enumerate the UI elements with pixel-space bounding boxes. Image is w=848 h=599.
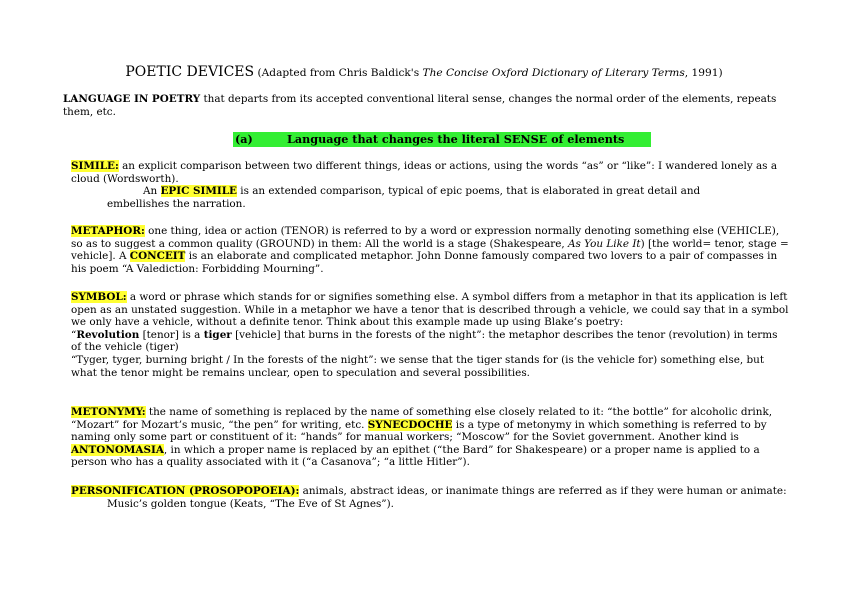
title-main: POETIC DEVICES <box>125 64 255 80</box>
metaphor-entry <box>71 225 789 275</box>
metonymy-term: METONYMY: <box>71 406 146 418</box>
symbol-entry <box>71 291 789 379</box>
epic-simile-line <box>71 185 789 198</box>
conceit-term: CONCEIT <box>129 250 186 263</box>
antonomasia-term: ANTONOMASIA <box>71 443 164 456</box>
symbol-text: a word or phrase which stands for or signifies something else. A symbol differs from a metaphor in that its application is left open as an unstated suggestion. While in a metaphor we have a tenor that is described through a vehicle, we could say that in a symbol we only have a vehicle, without a definite tenor. Think about this example made up using Blake’s poetry: <box>71 291 789 329</box>
metaphor-term: METAPHOR: <box>71 225 145 237</box>
epic-simile-line2: embellishes the narration. <box>107 197 246 210</box>
epic-simile-pre: An <box>143 185 161 198</box>
metaphor-text-2: ) [the world= tenor, stage = vehicle]. A <box>71 237 789 263</box>
simile-entry <box>71 160 789 210</box>
page-title <box>0 65 848 80</box>
symbol-ex1-word2: tiger <box>203 328 232 341</box>
simile-text: an explicit comparison between two different things, ideas or actions, using the words “as” or “like”: I wandered lonely as a cloud (Wordsworth). <box>71 160 778 185</box>
metonymy-text: the name of something is replaced by the name of something else closely related to it: “the bottle” for alcoholic drink, “Mozart” for Mozart’s music, “the pen” for writing, etc. <box>71 406 773 431</box>
personification-entry <box>71 485 789 510</box>
synecdoche-term: SYNECDOCHE <box>367 418 453 431</box>
epic-simile-post: is an extended comparison, typical of epic poems, that is elaborated in great detail and <box>236 185 701 198</box>
title-sub-pre: (Adapted from Chris Baldick's <box>257 67 423 79</box>
title-sub-post: , 1991) <box>684 67 723 79</box>
metaphor-text: one thing, idea or action (TENOR) is referred to by a word or expression normally denoting something else (VEHICLE), so as to suggest a common quality (GROUND) in them: All the world is a stage (Shakespeare, <box>71 225 780 250</box>
symbol-ex1-word1: Revolution <box>76 328 140 341</box>
epic-simile-term: EPIC SIMILE <box>160 185 237 198</box>
personification-term: PERSONIFICATION (PROSOPOPOEIA): <box>71 485 300 497</box>
intro-term: LANGUAGE IN POETRY <box>63 93 201 105</box>
title-book: The Concise Oxford Dictionary of Literary Terms <box>422 67 685 79</box>
intro-paragraph <box>63 93 793 118</box>
symbol-term: SYMBOL: <box>71 291 127 303</box>
simile-definition <box>71 160 789 185</box>
section-heading <box>233 132 651 147</box>
section-number: (a) <box>235 132 253 146</box>
personification-example: Music’s golden tongue (Keats, “The Eve of St Agnes”). <box>107 497 394 510</box>
personification-text: animals, abstract ideas, or inanimate things are referred as if they were human or animate: <box>299 485 787 497</box>
metonymy-entry <box>71 406 789 469</box>
metonymy-text-2: is a type of metonymy in which something is referred to by naming only some part or constituent of it: “hands” for manual workers; “Moscow” for the Soviet government. Another kind is <box>71 418 767 444</box>
intro-text: that departs from its accepted conventional literal sense, changes the normal order of the elements, repeats them, etc. <box>63 93 777 118</box>
symbol-example-2: “Tyger, tyger, burning bright / In the forests of the night”: we sense that the tiger stands for (is the vehicle for) something else, but what the tenor might be remains unclear, open to speculation and several possibilities. <box>71 353 764 379</box>
symbol-definition <box>71 291 789 329</box>
simile-term: SIMILE: <box>71 160 119 172</box>
personification-definition <box>71 485 789 498</box>
symbol-ex1-text1: [tenor] is a <box>139 328 204 341</box>
metonymy-text-3: , in which a proper name is replaced by an epithet (“the Bard” for Shakespeare) or a proper name is applied to a person who has a quality associated with it (“a Casanova”; “a little Hitler”). <box>71 443 760 469</box>
symbol-example-1 <box>71 329 789 354</box>
symbol-ex1-text2: [vehicle] that burns in the forests of the night”: the metaphor describes the tenor (revolution) in terms of the vehicle (tiger) <box>71 328 778 354</box>
metaphor-text-3: is an elaborate and complicated metaphor. John Donne famously compared two lovers to a pair of compasses in his poem “A Valediction: Forbidding Mourning”. <box>71 250 778 275</box>
metaphor-play-title: As You Like It <box>568 237 641 250</box>
symbol-ex1-quote: “ <box>71 328 77 341</box>
section-title: Language that changes the literal SENSE of elements <box>287 132 625 146</box>
